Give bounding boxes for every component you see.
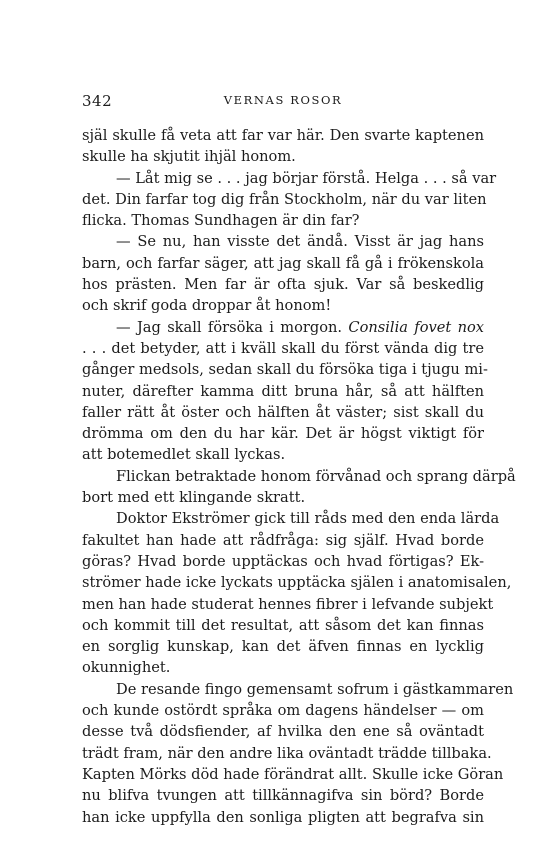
text-line: själ skulle få veta att far var här. Den svarte kaptenen xyxy=(82,127,484,144)
text-line: Kapten Mörks död hade förändrat allt. Skulle icke Göran xyxy=(82,765,504,783)
text-line: trädt fram, när den andre lika oväntadt trädde tillbaka. xyxy=(82,744,492,762)
text-line: en sorglig kunskap, kan det äfven finnas en lycklig xyxy=(82,638,484,656)
text-line: att botemedlet skall lyckas. xyxy=(82,446,286,464)
text-line: — Se nu, han visste det ändå. Visst är jag hans xyxy=(116,233,484,251)
text-line: nu blifva tvungen att tillkännagifva sin börd? Borde xyxy=(82,787,484,805)
text-line: och kunde ostördt språka om dagens händelser — om xyxy=(82,702,484,720)
text-line: det. Din farfar tog dig från Stockholm, när du var liten xyxy=(82,190,487,208)
text-line: Doktor Ekströmer gick till råds med den enda lärda xyxy=(116,510,500,528)
text-line: barn, och farfar säger, att jag skall få gå i frökenskola xyxy=(82,254,484,272)
text-line: drömma om den du har kär. Det är högst viktigt för xyxy=(82,425,484,443)
text-line: han icke uppfylla den sonliga pligten att begrafva sin xyxy=(82,808,484,826)
text-line: faller rätt åt öster och hälften åt väster; sist skall du xyxy=(82,403,484,421)
text-line: nuter, därefter kamma ditt bruna hår, så att hälften xyxy=(82,382,484,400)
text-line: — Låt mig se . . . jag börjar förstå. Helga . . . så var xyxy=(116,169,497,187)
page-number: 342 xyxy=(82,92,113,110)
text-line: . . . det betyder, att i kväll skall du först vända dig tre xyxy=(82,339,484,357)
text-line: okunnighet. xyxy=(82,659,171,677)
running-title: VERNAS ROSOR xyxy=(223,93,343,107)
body-text xyxy=(82,125,516,828)
page-header xyxy=(82,92,484,112)
text-line: fakultet han hade att rådfråga: sig själf. Hvad borde xyxy=(82,531,484,549)
text-line: skulle ha skjutit ihjäl honom. xyxy=(82,148,296,166)
text-line: Flickan betraktade honom förvånad och sprang därpå xyxy=(116,467,516,485)
text-line: desse två dödsfiender, af hvilka den ene så oväntadt xyxy=(82,723,484,741)
text-line: strömer hade icke lyckats upptäcka själen i anatomisalen, xyxy=(82,574,512,592)
text-line: men han hade studerat hennes fibrer i lefvande subjekt xyxy=(82,595,494,613)
text-line: hos prästen. Men far är ofta sjuk. Var så beskedlig xyxy=(82,276,484,294)
text-line: och kommit till det resultat, att såsom det kan finnas xyxy=(82,616,484,634)
text-line: och skrif goda droppar åt honom! xyxy=(82,297,332,315)
text-line: bort med ett klingande skratt. xyxy=(82,489,306,507)
text-line: göras? Hvad borde upptäckas och hvad förtigas? Ek- xyxy=(82,552,484,570)
text-line: — Jag skall försöka i morgon. Consilia fovet nox xyxy=(116,318,485,336)
text-line: gånger medsols, sedan skall du försöka tiga i tjugu mi- xyxy=(82,361,488,379)
text-line: De resande fingo gemensamt sofrum i gästkammaren xyxy=(116,680,514,698)
text-line: flicka. Thomas Sundhagen är din far? xyxy=(82,212,360,230)
